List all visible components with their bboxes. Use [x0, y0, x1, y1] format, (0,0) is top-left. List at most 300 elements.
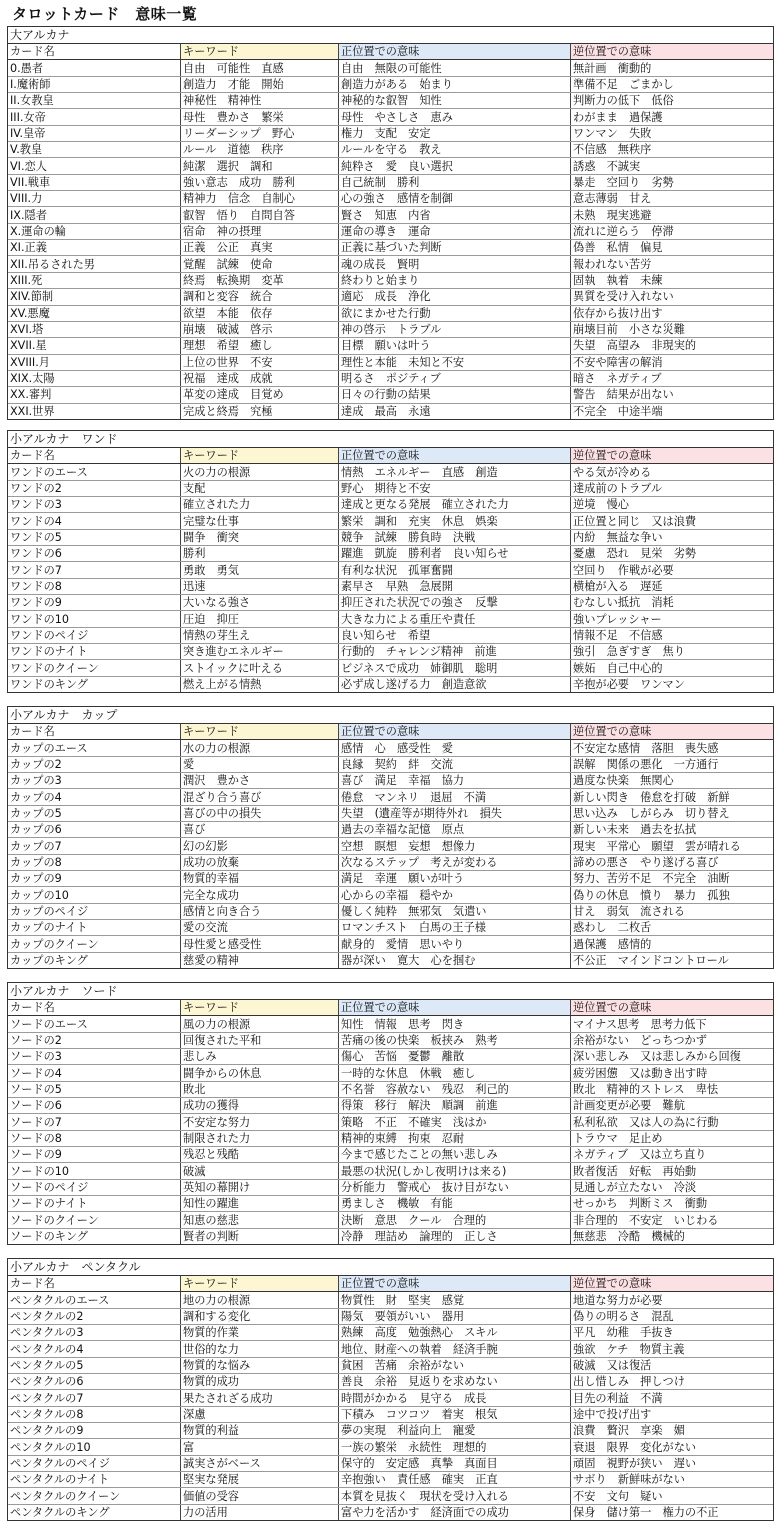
- cell-reversed: 計画変更が必要 難航: [571, 1098, 774, 1114]
- table-row: [8, 1374, 773, 1390]
- cell-name: カップの9: [8, 871, 181, 887]
- cell-keyword: 物質的作業: [181, 1325, 339, 1341]
- cell-keyword: 情熱の芽生え: [181, 627, 339, 643]
- cell-name: ペンタクルの10: [8, 1439, 181, 1455]
- table-row: [8, 191, 773, 207]
- header-name: カード名: [8, 724, 181, 740]
- cell-reversed: 無計画 衝動的: [571, 60, 774, 76]
- cell-name: XXI.世界: [8, 403, 181, 419]
- cell-upright: 善良 余裕 見返りを求めない: [339, 1374, 571, 1390]
- cell-upright: 大きな力による重圧や責任: [339, 611, 571, 627]
- cell-upright: 優しく純粋 無邪気 気遣い: [339, 903, 571, 919]
- table-row: [8, 1423, 773, 1439]
- header-upright: 正位置での意味: [339, 44, 571, 60]
- cell-reversed: 準備不足 ごまかし: [571, 76, 774, 92]
- cell-reversed: 過度な快楽 無関心: [571, 773, 774, 789]
- cell-keyword: 喜びの中の損失: [181, 805, 339, 821]
- cell-upright: 自己統制 勝利: [339, 174, 571, 190]
- cell-name: XI.正義: [8, 240, 181, 256]
- cell-name: ペンタクルの2: [8, 1308, 181, 1324]
- cell-keyword: 精神力 信念 自制心: [181, 191, 339, 207]
- cell-upright: 献身的 愛情 思いやり: [339, 936, 571, 952]
- cell-upright: 失望 (遺産等が期待外れ 損失: [339, 805, 571, 821]
- cell-reversed: 新しい未来 過去を払拭: [571, 822, 774, 838]
- cell-name: ワンドの5: [8, 529, 181, 545]
- table-row: [8, 272, 773, 288]
- table-row: [8, 854, 773, 870]
- cell-keyword: 地の力の根源: [181, 1292, 339, 1308]
- cell-name: ペンタクルの3: [8, 1325, 181, 1341]
- cell-reversed: 誘惑 不誠実: [571, 158, 774, 174]
- table-row: [8, 1455, 773, 1471]
- cell-reversed: 破滅 又は復活: [571, 1357, 774, 1373]
- cell-reversed: 未熟 現実逃避: [571, 207, 774, 223]
- card-table: [8, 1000, 773, 1244]
- table-row: [8, 464, 773, 480]
- cell-name: ワンドのナイト: [8, 644, 181, 660]
- table-row: [8, 822, 773, 838]
- table-row: [8, 546, 773, 562]
- cell-name: ソードのナイト: [8, 1196, 181, 1212]
- header-reversed: 逆位置での意味: [571, 1000, 774, 1016]
- cell-reversed: 浪費 贅沢 享楽 媚: [571, 1423, 774, 1439]
- cell-keyword: 悲しみ: [181, 1049, 339, 1065]
- header-row: [8, 44, 773, 60]
- table-row: [8, 805, 773, 821]
- cell-name: ワンドの2: [8, 480, 181, 496]
- cell-name: ソードの8: [8, 1130, 181, 1146]
- table-row: [8, 513, 773, 529]
- table-row: [8, 1147, 773, 1163]
- cell-reversed: 私利私欲 又は人の為に行動: [571, 1114, 774, 1130]
- cell-keyword: 物質的成功: [181, 1374, 339, 1390]
- cell-reversed: 過保護 感情的: [571, 936, 774, 952]
- cell-name: ペンタクルのナイト: [8, 1472, 181, 1488]
- card-table: [8, 44, 773, 419]
- table-row: [8, 1357, 773, 1373]
- cell-reversed: 達成前のトラブル: [571, 480, 774, 496]
- cell-keyword: 崩壊 破滅 啓示: [181, 321, 339, 337]
- cell-name: V.教皇: [8, 142, 181, 158]
- cell-name: I.魔術師: [8, 76, 181, 92]
- cell-reversed: 平凡 幼稚 手抜き: [571, 1325, 774, 1341]
- cell-upright: 熟練 高度 勉強熱心 スキル: [339, 1325, 571, 1341]
- cell-name: ワンドの4: [8, 513, 181, 529]
- cell-name: VIII.力: [8, 191, 181, 207]
- cell-reversed: 深い悲しみ 又は悲しみから回復: [571, 1049, 774, 1065]
- cell-upright: 時間がかかる 見守る 成長: [339, 1390, 571, 1406]
- cell-keyword: 価値の受容: [181, 1488, 339, 1504]
- cell-keyword: 母性 豊かさ 繁栄: [181, 109, 339, 125]
- cell-keyword: 成功の獲得: [181, 1098, 339, 1114]
- section-title: 小アルカナ ソード: [8, 983, 773, 1000]
- table-row: [8, 289, 773, 305]
- cell-upright: 最悪の状況(しかし夜明けは来る): [339, 1163, 571, 1179]
- cell-upright: ビジネスで成功 姉御肌 聡明: [339, 660, 571, 676]
- cell-upright: 地位、財産への執着 経済手腕: [339, 1341, 571, 1357]
- cell-upright: 次なるステップ 考えが変わる: [339, 854, 571, 870]
- cell-upright: 満足 幸運 願いが叶う: [339, 871, 571, 887]
- cell-reversed: 目先の利益 不満: [571, 1390, 774, 1406]
- table-row: [8, 387, 773, 403]
- cell-reversed: 依存から抜け出す: [571, 305, 774, 321]
- cell-keyword: 正義 公正 真実: [181, 240, 339, 256]
- section-2: [7, 706, 774, 969]
- table-row: [8, 174, 773, 190]
- table-row: [8, 660, 773, 676]
- cell-upright: 分析能力 警戒心 抜け目がない: [339, 1179, 571, 1195]
- cell-keyword: 世俗的な力: [181, 1341, 339, 1357]
- cell-upright: 得策 移行 解決 順調 前進: [339, 1098, 571, 1114]
- cell-keyword: 勝利: [181, 546, 339, 562]
- cell-reversed: 見通しが立たない 冷淡: [571, 1179, 774, 1195]
- cell-reversed: 不公正 マインドコントロール: [573, 953, 729, 967]
- cell-reversed: 保身 儲け第一 権力の不正: [573, 1505, 719, 1519]
- cell-name: カップの8: [8, 854, 181, 870]
- cell-upright: 貧困 苦痛 余裕がない: [339, 1357, 571, 1373]
- cell-reversed: 流れに逆らう 停滞: [571, 223, 774, 239]
- cell-upright: 終わりと始まり: [339, 272, 571, 288]
- cell-reversed: 強欲 ケチ 物質主義: [571, 1341, 774, 1357]
- cell-name: XIX.太陽: [8, 370, 181, 386]
- cell-upright: 行動的 チャレンジ精神 前進: [339, 644, 571, 660]
- table-row: [8, 903, 773, 919]
- cell-reversed: せっかち 判断ミス 衝動: [571, 1196, 774, 1212]
- cell-reversed: 努力、苦労不足 不完全 油断: [571, 871, 774, 887]
- header-row: [8, 1000, 773, 1016]
- cell-reversed: 地道な努力が必要: [571, 1292, 774, 1308]
- cell-keyword: 回復された平和: [181, 1032, 339, 1048]
- table-row: [8, 1081, 773, 1097]
- cell-upright: 欲にまかせた行動: [339, 305, 571, 321]
- card-table: [8, 1276, 773, 1520]
- cell-name: ソードの7: [8, 1114, 181, 1130]
- cell-upright: 達成と更なる発展 確立された力: [339, 497, 571, 513]
- table-row: [8, 497, 773, 513]
- cell-name: 0.愚者: [8, 60, 181, 76]
- cell-reversed: 偽りの休息 憤り 暴力 孤独: [571, 887, 774, 903]
- cell-reversed: 警告 結果が出ない: [571, 387, 774, 403]
- table-row: [8, 1292, 773, 1308]
- cell-reversed: 空回り 作戦が必要: [571, 562, 774, 578]
- cell-upright: 器が深い 寛大 心を掴む: [339, 952, 571, 968]
- cell-reversed: 頑固 視野が狭い 遅い: [571, 1455, 774, 1471]
- table-row: [8, 158, 773, 174]
- cell-keyword: 突き進むエネルギー: [181, 644, 339, 660]
- table-row: [8, 1439, 773, 1455]
- cell-name: IX.隠者: [8, 207, 181, 223]
- cell-keyword: 理想 希望 癒し: [181, 338, 339, 354]
- cell-upright: 陽気 要領がいい 器用: [339, 1308, 571, 1324]
- cell-name: XVIII.月: [8, 354, 181, 370]
- table-row: [8, 920, 773, 936]
- cell-name: ペンタクルの6: [8, 1374, 181, 1390]
- cell-reversed: 不信感 無秩序: [571, 142, 774, 158]
- cell-upright: 今まで感じたことの無い悲しみ: [339, 1147, 571, 1163]
- cell-keyword: 祝福 達成 成就: [181, 370, 339, 386]
- table-row: [8, 838, 773, 854]
- cell-reversed: 疲労困憊 又は動き出す時: [571, 1065, 774, 1081]
- table-row: [8, 60, 773, 76]
- cell-keyword: 深慮: [181, 1406, 339, 1422]
- table-row: [8, 936, 773, 952]
- cell-upright: 冷静 理詰め 論理的 正しさ: [339, 1228, 571, 1244]
- cell-reversed: 異質を受け入れない: [571, 289, 774, 305]
- section-1: [7, 430, 774, 693]
- cell-name: X.運命の輪: [8, 223, 181, 239]
- cell-upright: 一時的な休息 休戦 癒し: [339, 1065, 571, 1081]
- cell-upright: 不名誉 容赦ない 残忍 利己的: [339, 1081, 571, 1097]
- cell-reversed: トラウマ 足止め: [571, 1130, 774, 1146]
- section-title: 小アルカナ カップ: [8, 707, 773, 724]
- cell-keyword: 迅速: [181, 578, 339, 594]
- table-row: [8, 1488, 773, 1504]
- cell-keyword: 愛: [181, 756, 339, 772]
- cell-name: カップの3: [8, 773, 181, 789]
- table-row: [8, 142, 773, 158]
- cell-keyword: リーダーシップ 野心: [181, 125, 339, 141]
- cell-reversed: 横槍が入る 遅延: [571, 578, 774, 594]
- table-row: [8, 562, 773, 578]
- cell-name: ペンタクルの8: [8, 1406, 181, 1422]
- table-row: [8, 1228, 773, 1244]
- cell-reversed: 暴走 空回り 劣勢: [571, 174, 774, 190]
- cell-name: ペンタクルのキング: [8, 1504, 181, 1520]
- cell-name: カップのナイト: [8, 920, 181, 936]
- table-row: [8, 370, 773, 386]
- cell-reversed: 強いプレッシャー: [571, 611, 774, 627]
- cell-keyword: 不安定な努力: [181, 1114, 339, 1130]
- cell-upright: 必ず成し遂げる力 創造意欲: [339, 676, 571, 692]
- cell-reversed: 非合理的 不安定 いじわる: [571, 1212, 774, 1228]
- cell-keyword: 物質的利益: [181, 1423, 339, 1439]
- section-title: 小アルカナ ペンタクル: [8, 1259, 773, 1276]
- table-row: [8, 1325, 773, 1341]
- cell-name: ソードの2: [8, 1032, 181, 1048]
- cell-keyword: 水の力の根源: [181, 740, 339, 756]
- table-row: [8, 76, 773, 92]
- cell-name: VII.戦車: [8, 174, 181, 190]
- table-row: [8, 1016, 773, 1032]
- table-row: [8, 125, 773, 141]
- cell-name: ワンドの6: [8, 546, 181, 562]
- cell-reversed: 暗さ ネガティブ: [571, 370, 774, 386]
- cell-reversed: 辛抱が必要 ワンマン: [573, 677, 685, 691]
- cell-name: III.女帝: [8, 109, 181, 125]
- cell-upright: 辛抱強い 責任感 確実 正直: [339, 1472, 571, 1488]
- table-row: [8, 1114, 773, 1130]
- cell-reversed: 衰退 限界 変化がない: [571, 1439, 774, 1455]
- cell-name: ワンドの9: [8, 595, 181, 611]
- cell-keyword: 燃え上がる情熱: [181, 676, 339, 692]
- table-row: [8, 676, 773, 692]
- cell-upright: 抑圧された状況での強さ 反撃: [339, 595, 571, 611]
- cell-keyword: 愛の交流: [181, 920, 339, 936]
- table-row: [8, 403, 773, 419]
- header-name: カード名: [8, 448, 181, 464]
- header-upright: 正位置での意味: [339, 448, 571, 464]
- cell-name: ワンドのキング: [8, 676, 181, 692]
- table-row: [8, 1130, 773, 1146]
- table-row: [8, 1406, 773, 1422]
- cell-name: ソードの9: [8, 1147, 181, 1163]
- table-row: [8, 223, 773, 239]
- cell-keyword: 強い意志 成功 勝利: [181, 174, 339, 190]
- table-row: [8, 321, 773, 337]
- cell-keyword: 欲望 本能 依存: [181, 305, 339, 321]
- cell-reversed: 情報不足 不信感: [571, 627, 774, 643]
- cell-reversed: 強引 急ぎすぎ 焦り: [571, 644, 774, 660]
- header-reversed: 逆位置での意味: [571, 1276, 774, 1292]
- header-row: [8, 1276, 773, 1292]
- cell-upright: 夢の実現 利益向上 寵愛: [339, 1423, 571, 1439]
- cell-keyword: 完全な成功: [181, 887, 339, 903]
- cell-name: IV.皇帝: [8, 125, 181, 141]
- cell-keyword: 知性の躍進: [181, 1196, 339, 1212]
- cell-name: ワンドの10: [8, 611, 181, 627]
- cell-name: ワンドの7: [8, 562, 181, 578]
- table-row: [8, 256, 773, 272]
- header-name: カード名: [8, 1000, 181, 1016]
- cell-keyword: 賢者の判断: [181, 1228, 339, 1244]
- cell-upright: 神の啓示 トラブル: [339, 321, 571, 337]
- table-row: [8, 1098, 773, 1114]
- table-row: [8, 1472, 773, 1488]
- table-row: [8, 109, 773, 125]
- cell-name: XVII.星: [8, 338, 181, 354]
- cell-name: ソードのエース: [8, 1016, 181, 1032]
- cell-reversed: 甘え 弱気 流される: [571, 903, 774, 919]
- header-keyword: キーワード: [181, 724, 339, 740]
- cell-reversed: 諦めの悪さ やり遂げる喜び: [571, 854, 774, 870]
- cell-keyword: 圧迫 抑圧: [181, 611, 339, 627]
- cell-upright: 創造力がある 始まり: [339, 76, 571, 92]
- cell-keyword: 物質的幸福: [181, 871, 339, 887]
- cell-upright: 物質性 財 堅実 感覚: [339, 1292, 571, 1308]
- cell-name: XIV.節制: [8, 289, 181, 305]
- cell-keyword: 堅実な発展: [181, 1472, 339, 1488]
- cell-reversed: 偽りの明るさ 混乱: [571, 1308, 774, 1324]
- cell-keyword: 風の力の根源: [181, 1016, 339, 1032]
- cell-name: II.女教皇: [8, 93, 181, 109]
- cell-upright: 精神的束縛 拘束 忍耐: [339, 1130, 571, 1146]
- cell-upright: 保守的 安定感 真摯 真面目: [339, 1455, 571, 1471]
- cell-keyword: ルール 道徳 秩序: [181, 142, 339, 158]
- cell-keyword: 力の活用: [181, 1504, 339, 1520]
- cell-reversed: 出し惜しみ 押しつけ: [571, 1374, 774, 1390]
- cell-upright: 賢さ 知恵 内省: [339, 207, 571, 223]
- cell-reversed: 嫉妬 自己中心的: [571, 660, 774, 676]
- cell-upright: 過去の幸福な記憶 原点: [339, 822, 571, 838]
- cell-name: ソードの3: [8, 1049, 181, 1065]
- cell-name: カップのクイーン: [8, 936, 181, 952]
- cell-keyword: 完成と終焉 究極: [181, 403, 339, 419]
- cell-upright: 有利な状況 孤軍奮闘: [339, 562, 571, 578]
- header-upright: 正位置での意味: [339, 724, 571, 740]
- cell-keyword: 完璧な仕事: [181, 513, 339, 529]
- cell-keyword: 支配: [181, 480, 339, 496]
- cell-reversed: サボり 新鮮味がない: [571, 1472, 774, 1488]
- cell-keyword: 敗北: [181, 1081, 339, 1097]
- cell-upright: 母性 やさしさ 恵み: [339, 109, 571, 125]
- cell-keyword: 勇敢 勇気: [181, 562, 339, 578]
- table-row: [8, 93, 773, 109]
- cell-reversed: 敗者復活 好転 再始動: [571, 1163, 774, 1179]
- cell-keyword: 残忍と残酷: [181, 1147, 339, 1163]
- cell-keyword: 闘争 衝突: [181, 529, 339, 545]
- cell-reversed: 余裕がない どっちつかず: [571, 1032, 774, 1048]
- cell-name: カップの10: [8, 887, 181, 903]
- header-name: カード名: [8, 44, 181, 60]
- header-reversed: 逆位置での意味: [571, 724, 774, 740]
- cell-reversed: 思い込み しがらみ 切り替え: [571, 805, 774, 821]
- cell-upright: 決断 意思 クール 合理的: [339, 1212, 571, 1228]
- table-row: [8, 305, 773, 321]
- cell-keyword: 成功の放棄: [181, 854, 339, 870]
- cell-upright: 躍進 凱旋 勝利者 良い知らせ: [339, 546, 571, 562]
- cell-upright: 魂の成長 賢明: [339, 256, 571, 272]
- cell-name: ワンドの3: [8, 497, 181, 513]
- header-upright: 正位置での意味: [339, 1000, 571, 1016]
- cell-upright: 正義に基づいた判断: [339, 240, 571, 256]
- cell-keyword: 誠実さがベース: [181, 1455, 339, 1471]
- header-name: カード名: [8, 1276, 181, 1292]
- table-row: [8, 529, 773, 545]
- cell-keyword: 富: [181, 1439, 339, 1455]
- cell-keyword: ストイックに叶える: [181, 660, 339, 676]
- cell-keyword: 覚醒 試練 使命: [181, 256, 339, 272]
- cell-reversed: むなしい抵抗 消耗: [571, 595, 774, 611]
- table-row: [8, 644, 773, 660]
- table-row: [8, 627, 773, 643]
- table-row: [8, 756, 773, 772]
- cell-upright: 繁栄 調和 充実 休息 娯楽: [339, 513, 571, 529]
- table-row: [8, 1308, 773, 1324]
- cell-name: ワンドのエース: [8, 464, 181, 480]
- cell-reversed: 憂慮 恐れ 見栄 劣勢: [571, 546, 774, 562]
- cell-upright: 知性 情報 思考 閃き: [339, 1016, 571, 1032]
- cell-reversed: 惑わし 二枚舌: [571, 920, 774, 936]
- cell-reversed: 報われない苦労: [571, 256, 774, 272]
- cell-name: カップのエース: [8, 740, 181, 756]
- cell-upright: 感情 心 感受性 愛: [339, 740, 571, 756]
- cell-keyword: 感情と向き合う: [181, 903, 339, 919]
- cell-name: ペンタクルのペイジ: [8, 1455, 181, 1471]
- header-keyword: キーワード: [181, 44, 339, 60]
- cell-reversed: マイナス思考 思考力低下: [571, 1016, 774, 1032]
- cell-upright: 良縁 契約 絆 交流: [339, 756, 571, 772]
- section-0: [7, 26, 774, 420]
- cell-upright: 野心 期待と不安: [339, 480, 571, 496]
- cell-reversed: 固執 執着 未練: [571, 272, 774, 288]
- cell-upright: 倦怠 マンネリ 退屈 不満: [339, 789, 571, 805]
- card-table: [8, 448, 773, 692]
- cell-name: ワンドの8: [8, 578, 181, 594]
- section-4: [7, 1258, 774, 1521]
- cell-upright: 一族の繁栄 永続性 理想的: [339, 1439, 571, 1455]
- cell-upright: 達成 最高 永遠: [339, 403, 571, 419]
- cell-upright: 本質を見抜く 現状を受け入れる: [339, 1488, 571, 1504]
- cell-upright: 目標 願いは叶う: [339, 338, 571, 354]
- cell-reversed: 失望 高望み 非現実的: [571, 338, 774, 354]
- cell-keyword: 物質的な悩み: [181, 1357, 339, 1373]
- cell-reversed: 正位置と同じ 又は浪費: [571, 513, 774, 529]
- cell-name: カップのペイジ: [8, 903, 181, 919]
- table-row: [8, 871, 773, 887]
- table-row: [8, 952, 773, 968]
- cell-name: XIII.死: [8, 272, 181, 288]
- table-row: [8, 1504, 773, 1520]
